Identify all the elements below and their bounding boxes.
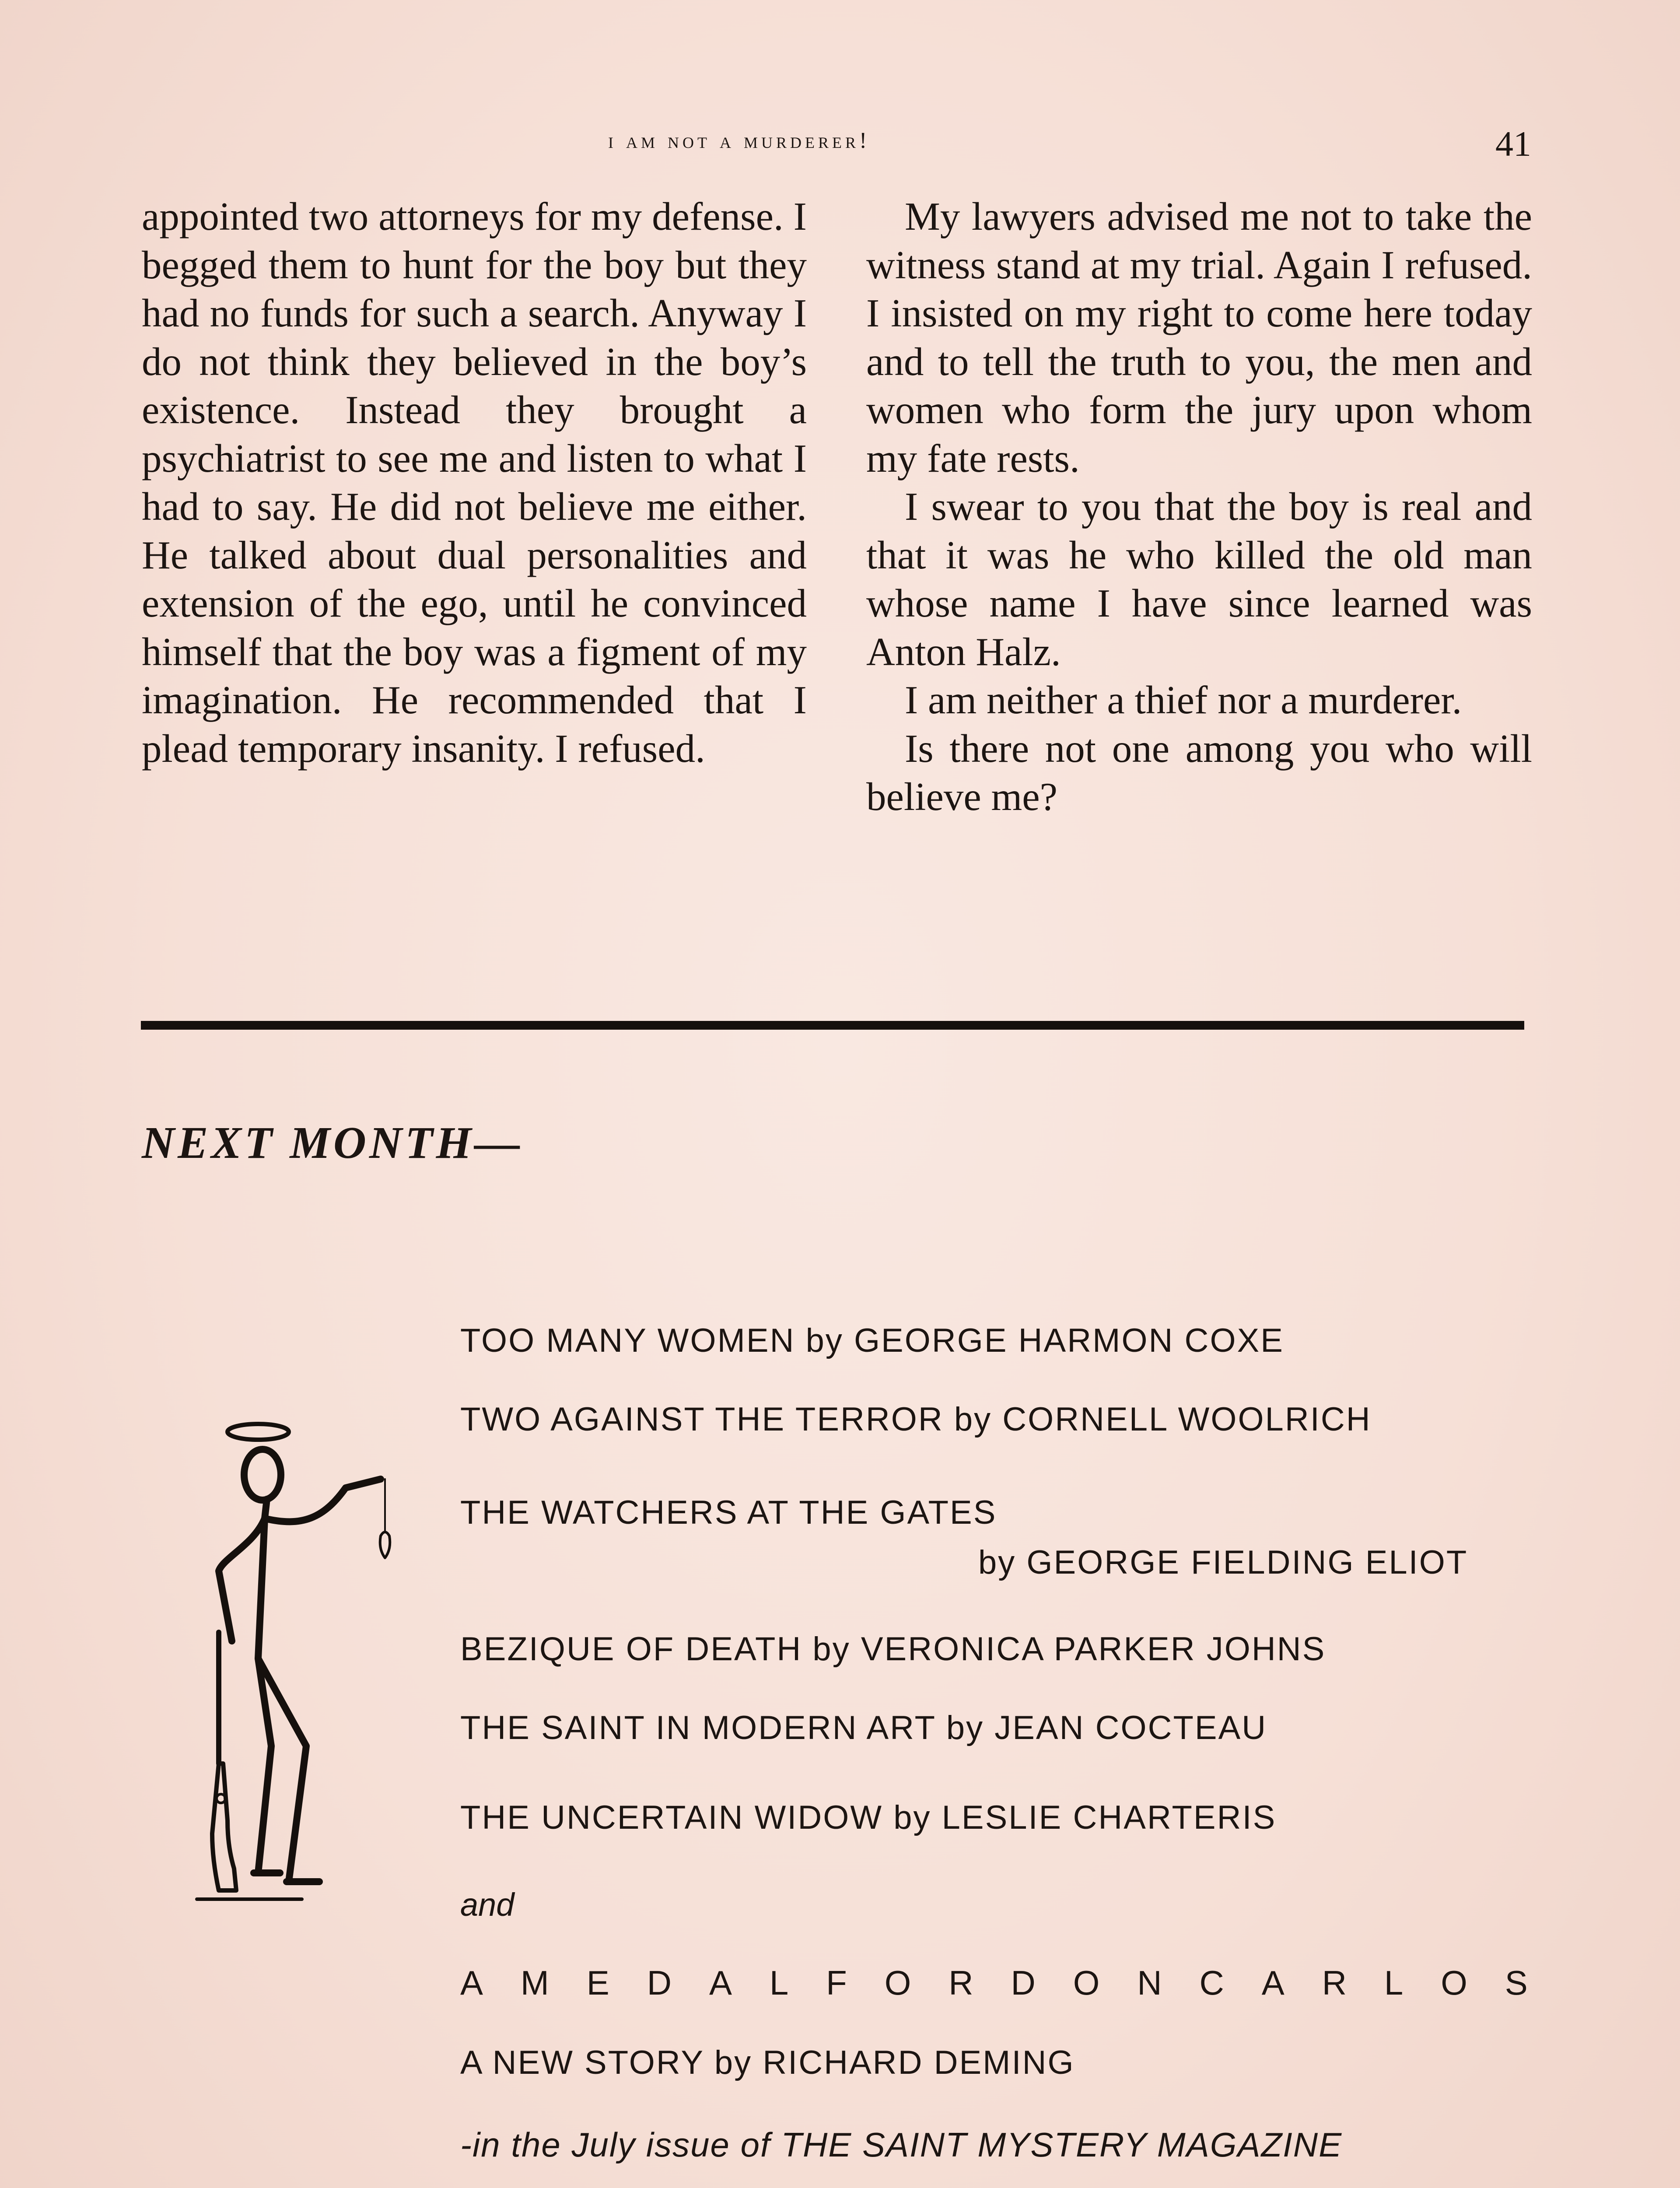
next-month-heading: NEXT MONTH— [142,1118,523,1168]
saint-stick-figure-icon [192,1413,420,1921]
feature-title-letter: S [1505,1964,1528,2002]
story-item: THE WATCHERS AT THE GATES [460,1494,997,1531]
feature-title-letter: N [1137,1964,1162,2002]
right-paragraph-4: Is there not one among you who will believe me? [866,726,1532,819]
right-paragraph-3: I am neither a thief nor a murderer. [905,678,1462,722]
feature-title-letter: C [1199,1964,1224,2002]
feature-title-letter: F [826,1964,847,2002]
feature-title-letter: M [520,1964,549,2002]
and-connector: and [460,1886,514,1923]
story-item: THE SAINT IN MODERN ART by JEAN COCTEAU [460,1709,1267,1746]
right-paragraph-2: I swear to you that the boy is real and that it was he who killed the old man whose name I have since learned was Anton Halz. [866,484,1532,674]
right-paragraph-1: My lawyers advised me not to take the witness stand at my trial. Again I refused. I insisted on my right to come here today and to tell the truth to you, the men and women who form the jury upon whom my fate rests. [866,194,1532,480]
running-head: i am not a murderer! [608,128,871,153]
story-item: THE UNCERTAIN WIDOW by LESLIE CHARTERIS [460,1799,1277,1836]
feature-title-letter: O [1441,1964,1467,2002]
feature-title-letter: O [884,1964,911,2002]
feature-story-subtitle: A NEW STORY by RICHARD DEMING [460,2044,1075,2081]
page-number: 41 [1495,124,1531,164]
right-column [866,193,1532,821]
story-byline: by GEORGE FIELDING ELIOT [978,1544,1468,1581]
feature-title-letter: D [1011,1964,1036,2002]
feature-title-letter: A [1261,1964,1284,2002]
story-item: TWO AGAINST THE TERROR by CORNELL WOOLRICH [460,1401,1372,1438]
left-column [142,193,807,773]
feature-title-letter: R [1322,1964,1347,2002]
feature-title-letter: L [769,1964,789,2002]
feature-title-letter: E [586,1964,609,2002]
feature-title-letter: A [709,1964,732,2002]
feature-story-title [460,1963,1528,2003]
left-paragraph-1: appointed two attorneys for my defense. I begged them to hunt for the boy but they had no funds for such a search. Anyway I do not think they believed in the boy’s existence. Instead they brought a psychiatrist to see me and listen to what I had to say. He did not believe me either. He talked about dual personalities and extension of the ego, until he convinced himself that the boy was a figment of my imagination. He recommended that I plead temporary insanity. I refused. [142,194,807,771]
feature-title-letter: O [1073,1964,1100,2002]
feature-title-letter: A [460,1964,483,2002]
story-item: TOO MANY WOMEN by GEORGE HARMON COXE [460,1322,1284,1359]
feature-title-letter: R [948,1964,973,2002]
story-item: BEZIQUE OF DEATH by VERONICA PARKER JOHNS [460,1630,1326,1668]
feature-title-letter: L [1384,1964,1404,2002]
feature-title-letter: D [647,1964,672,2002]
section-divider [141,1021,1524,1030]
issue-announcement: -in the July issue of THE SAINT MYSTERY MAGAZINE [460,2125,1343,2164]
